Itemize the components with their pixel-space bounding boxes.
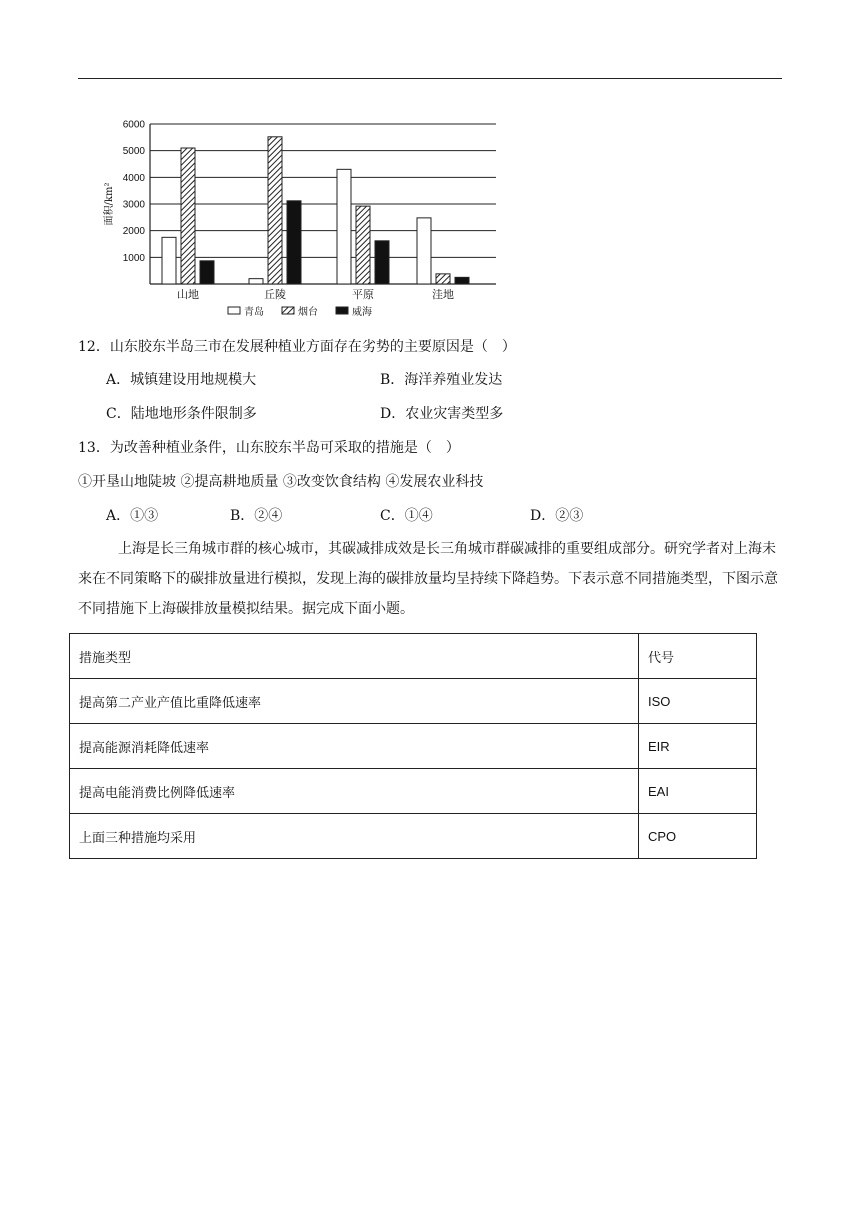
bar-2-1 — [356, 206, 370, 284]
table-row — [70, 679, 757, 724]
bar-0-0 — [162, 237, 176, 284]
header-rule — [78, 78, 782, 79]
measure-name: 上面三种措施均采用 — [70, 814, 639, 859]
land-area-bar-chart — [98, 112, 500, 322]
measure-name: 提高第二产业产值比重降低速率 — [70, 679, 639, 724]
question-13-items: ①开垦山地陡坡 ②提高耕地质量 ③改变饮食结构 ④发展农业科技 — [78, 474, 484, 490]
x-category-label: 山地 — [177, 288, 199, 301]
y-axis-title: 面积/km² — [104, 182, 115, 226]
y-tick-label: 6000 — [122, 119, 145, 131]
measure-name: 提高能源消耗降低速率 — [70, 724, 639, 769]
measures-table — [69, 633, 757, 859]
q13-option-b[interactable]: B．②④ — [230, 508, 283, 524]
measure-code: ISO — [639, 679, 757, 724]
y-tick-label: 2000 — [122, 226, 145, 238]
legend-label: 威海 — [352, 307, 372, 318]
q12-option-d[interactable]: D．农业灾害类型多 — [380, 406, 504, 422]
legend-swatch — [336, 307, 348, 314]
measure-code: EIR — [639, 724, 757, 769]
measure-code: EAI — [639, 769, 757, 814]
bar-0-2 — [200, 261, 214, 284]
bar-1-2 — [287, 201, 301, 284]
q12-option-b[interactable]: B．海洋养殖业发达 — [380, 372, 503, 388]
q13-option-c[interactable]: C．①④ — [380, 508, 433, 524]
table-row — [70, 724, 757, 769]
bar-2-2 — [375, 241, 389, 284]
table-row — [70, 814, 757, 859]
q13-option-d[interactable]: D．②③ — [530, 508, 584, 524]
bar-2-0 — [337, 169, 351, 284]
bar-3-1 — [436, 274, 450, 284]
legend-label: 青岛 — [244, 307, 264, 318]
reading-passage: 上海是长三角城市群的核心城市，其碳减排成效是长三角城市群碳减排的重要组成部分。研究学者对上海未来在不同策略下的碳排放量进行模拟，发现上海的碳排放量均呈持续下降趋势。下表示意不同措施类型，下图示意不同措施下上海碳排放量模拟结果。据完成下面小题。 — [78, 541, 778, 617]
measure-code: CPO — [639, 814, 757, 859]
x-category-label: 丘陵 — [264, 288, 286, 301]
q12-option-c[interactable]: C．陆地地形条件限制多 — [106, 406, 257, 422]
q13-option-a[interactable]: A．①③ — [106, 508, 159, 524]
y-tick-label: 3000 — [122, 199, 145, 211]
table-header-row — [70, 634, 757, 679]
bar-1-0 — [249, 279, 263, 284]
x-category-label: 平原 — [352, 288, 374, 301]
measure-name: 提高电能消费比例降低速率 — [70, 769, 639, 814]
header-code: 代号 — [639, 634, 757, 679]
header-measure-type: 措施类型 — [70, 634, 639, 679]
x-category-label: 洼地 — [432, 288, 454, 301]
legend-label: 烟台 — [298, 307, 318, 318]
bar-3-0 — [417, 218, 431, 284]
question-13-stem: 13．为改善种植业条件，山东胶东半岛可采取的措施是（ ） — [78, 440, 460, 456]
bar-3-2 — [455, 277, 469, 284]
table-row — [70, 769, 757, 814]
y-tick-label: 4000 — [122, 172, 145, 184]
legend-swatch — [228, 307, 240, 314]
question-12-stem: 12．山东胶东半岛三市在发展种植业方面存在劣势的主要原因是（ ） — [78, 339, 516, 355]
legend-swatch — [282, 307, 294, 314]
y-tick-label: 1000 — [122, 252, 145, 264]
bar-1-1 — [268, 137, 282, 284]
q12-option-a[interactable]: A．城镇建设用地规模大 — [106, 372, 257, 388]
bar-0-1 — [181, 148, 195, 284]
y-tick-label: 5000 — [122, 146, 145, 158]
